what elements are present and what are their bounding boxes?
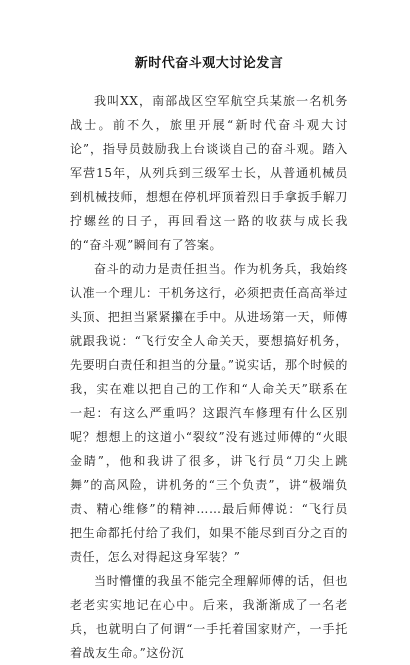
paragraph-responsibility: 奋斗的动力是责任担当。作为机务兵，我始终认准一个理儿：干机务这行，必须把责任高高举过头顶、把担当紧紧攥在手中。从进场第一天，师傅就跟我说：“飞行安全人命关天，要想搞好机务，先要明白责任和担当的分量。”说实话，那个时候的我，实在难以把自己的工作和“人命关天”联系在一起：有这么严重吗？这跟汽车修理有什么区别呢？想想上的这道小“裂纹”没有逃过师傅的“火眼金睛”，他和我讲了很多，讲飞行员“刀尖上跳舞”的高风险，讲机务的“三个负责”，讲“极端负责、精心维修”的精神……最后师傅说：“飞行员把生命都托付给了我们，如果不能尽到百分之百的责任，怎么对得起这身军装？”	[70, 262, 348, 564]
paragraph-intro: 我叫XX，南部战区空军航空兵某旅一名机务战士。前不久，旅里开展“新时代奋斗观大讨论”，指导员鼓励我上台谈谈自己的奋斗观。踏入军营15年，从列兵到三级军士长，从普通机械员到机械技师，想想在停机坪顶着烈日手拿扳手解刀拧螺丝的日子，再回看这一路的收获与成长我的“奋斗观”瞬间有了答案。	[70, 94, 348, 252]
paragraph-growth: 当时懵懂的我虽不能完全理解师傅的话，但也老老实实地记在心中。后来，我渐渐成了一名老兵，也就明白了何谓“一手托着国家财产，一手托着战友生命。”这份沉	[70, 574, 348, 660]
document-title: 新时代奋斗观大讨论发言	[134, 56, 284, 71]
